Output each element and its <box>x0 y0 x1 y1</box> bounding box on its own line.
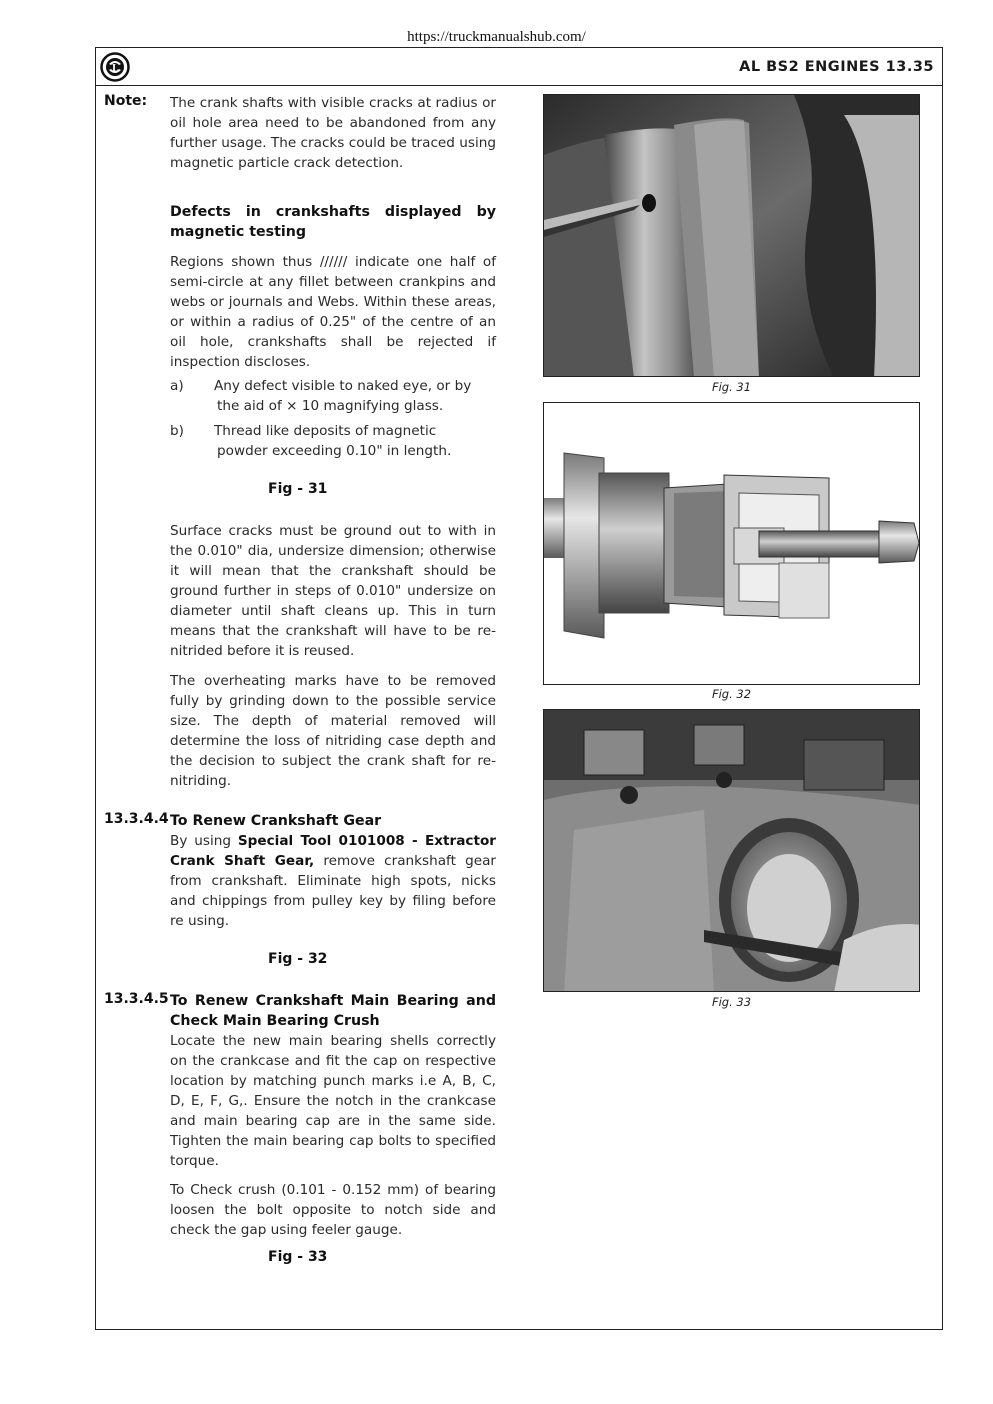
list-text-cont: powder exceeding 0.10" in length. <box>217 443 452 459</box>
source-url[interactable]: https://truckmanualshub.com/ <box>407 29 586 45</box>
instruction-text: remove crankshaft gear from crankshaft. Eliminate high spots, nicks and chippings from pulley key by filing before re using. <box>170 853 497 929</box>
note-paragraph-4: The overheating marks have to be removed fully by grinding down to the possible service size. The depth of material removed will determine the loss of nitriding case depth and the decision to subject the crank shaft for re-nitriding. <box>170 673 496 789</box>
section-number-13-3-4-5: 13.3.4.5 <box>104 991 169 1007</box>
note-paragraph-3: Surface cracks must be ground out to with in the 0.010" dia, undersize dimension; otherwise it will mean that the crankshaft should be ground further in steps of 0.010" undersize on diameter until shaft cleans up. This in turn means that the crankshaft will have to be re-nitrided before it is reused. <box>170 523 496 659</box>
by-text: By using <box>170 833 238 849</box>
defects-heading: Defects in crankshafts displayed by magnetic testing <box>170 204 496 240</box>
figure-33-crankcase-photo <box>543 709 920 992</box>
fig-31-reference: Fig - 31 <box>268 481 328 497</box>
section-title-crankshaft-gear: To Renew Crankshaft Gear <box>170 813 382 829</box>
svg-text:L: L <box>111 64 119 74</box>
list-marker: b) <box>170 423 184 439</box>
list-text-cont: the aid of × 10 magnifying glass. <box>217 398 444 414</box>
note-paragraph-1: The crank shafts with visible cracks at radius or oil hole area need to be abandoned from any further usage. The cracks could be traced using magnetic particle crack detection. <box>170 95 496 171</box>
list-marker: a) <box>170 378 184 394</box>
company-logo-icon <box>100 52 130 82</box>
figure-33-caption: Fig. 33 <box>712 995 752 1009</box>
note-paragraph-2: Regions shown thus ////// indicate one half of semi-circle at any fillet between crankpins and webs or journals and Webs. Within these areas, or within a radius of 0.25" of the centre of an oil hole, crankshafts shall be rejected if inspection discloses. <box>170 254 496 370</box>
fig-32-reference: Fig - 32 <box>268 951 328 967</box>
section-main-bearing-text: Locate the new main bearing shells correctly on the crankcase and fit the cap on respective location by matching punch marks i.e A, B, C, D, E, F, G,. Ensure the notch in the crankcase and main bearing cap are in the same side. Tighten the main bearing cap bolts to specified torque. <box>170 1033 496 1169</box>
section-number-13-3-4-4: 13.3.4.4 <box>104 811 169 827</box>
list-text: Any defect visible to naked eye, or by <box>214 378 472 394</box>
section-title-main-bearing: To Renew Crankshaft Main Bearing and Check Main Bearing Crush <box>170 993 496 1029</box>
section-crankshaft-gear-text <box>170 831 496 931</box>
figure-32-extractor-tool-drawing <box>543 402 920 685</box>
figure-31-caption: Fig. 31 <box>712 380 752 394</box>
figure-31-crankshaft-photo <box>543 94 920 377</box>
list-item-a <box>170 376 496 416</box>
page-header-title: AL BS2 ENGINES 13.35 <box>739 59 934 75</box>
header-divider <box>96 85 942 86</box>
section-main-bearing-crush-text: To Check crush (0.101 - 0.152 mm) of bearing loosen the bolt opposite to notch side and check the gap using feeler gauge. <box>170 1182 496 1238</box>
list-text: Thread like deposits of magnetic <box>214 423 437 439</box>
list-item-b <box>170 421 496 461</box>
fig-33-reference: Fig - 33 <box>268 1249 328 1265</box>
note-label: Note: <box>104 93 148 109</box>
figure-32-caption: Fig. 32 <box>712 687 752 701</box>
special-tool-name: Special Tool 0101008 - Extractor Crank Shaft Gear, <box>170 833 497 869</box>
